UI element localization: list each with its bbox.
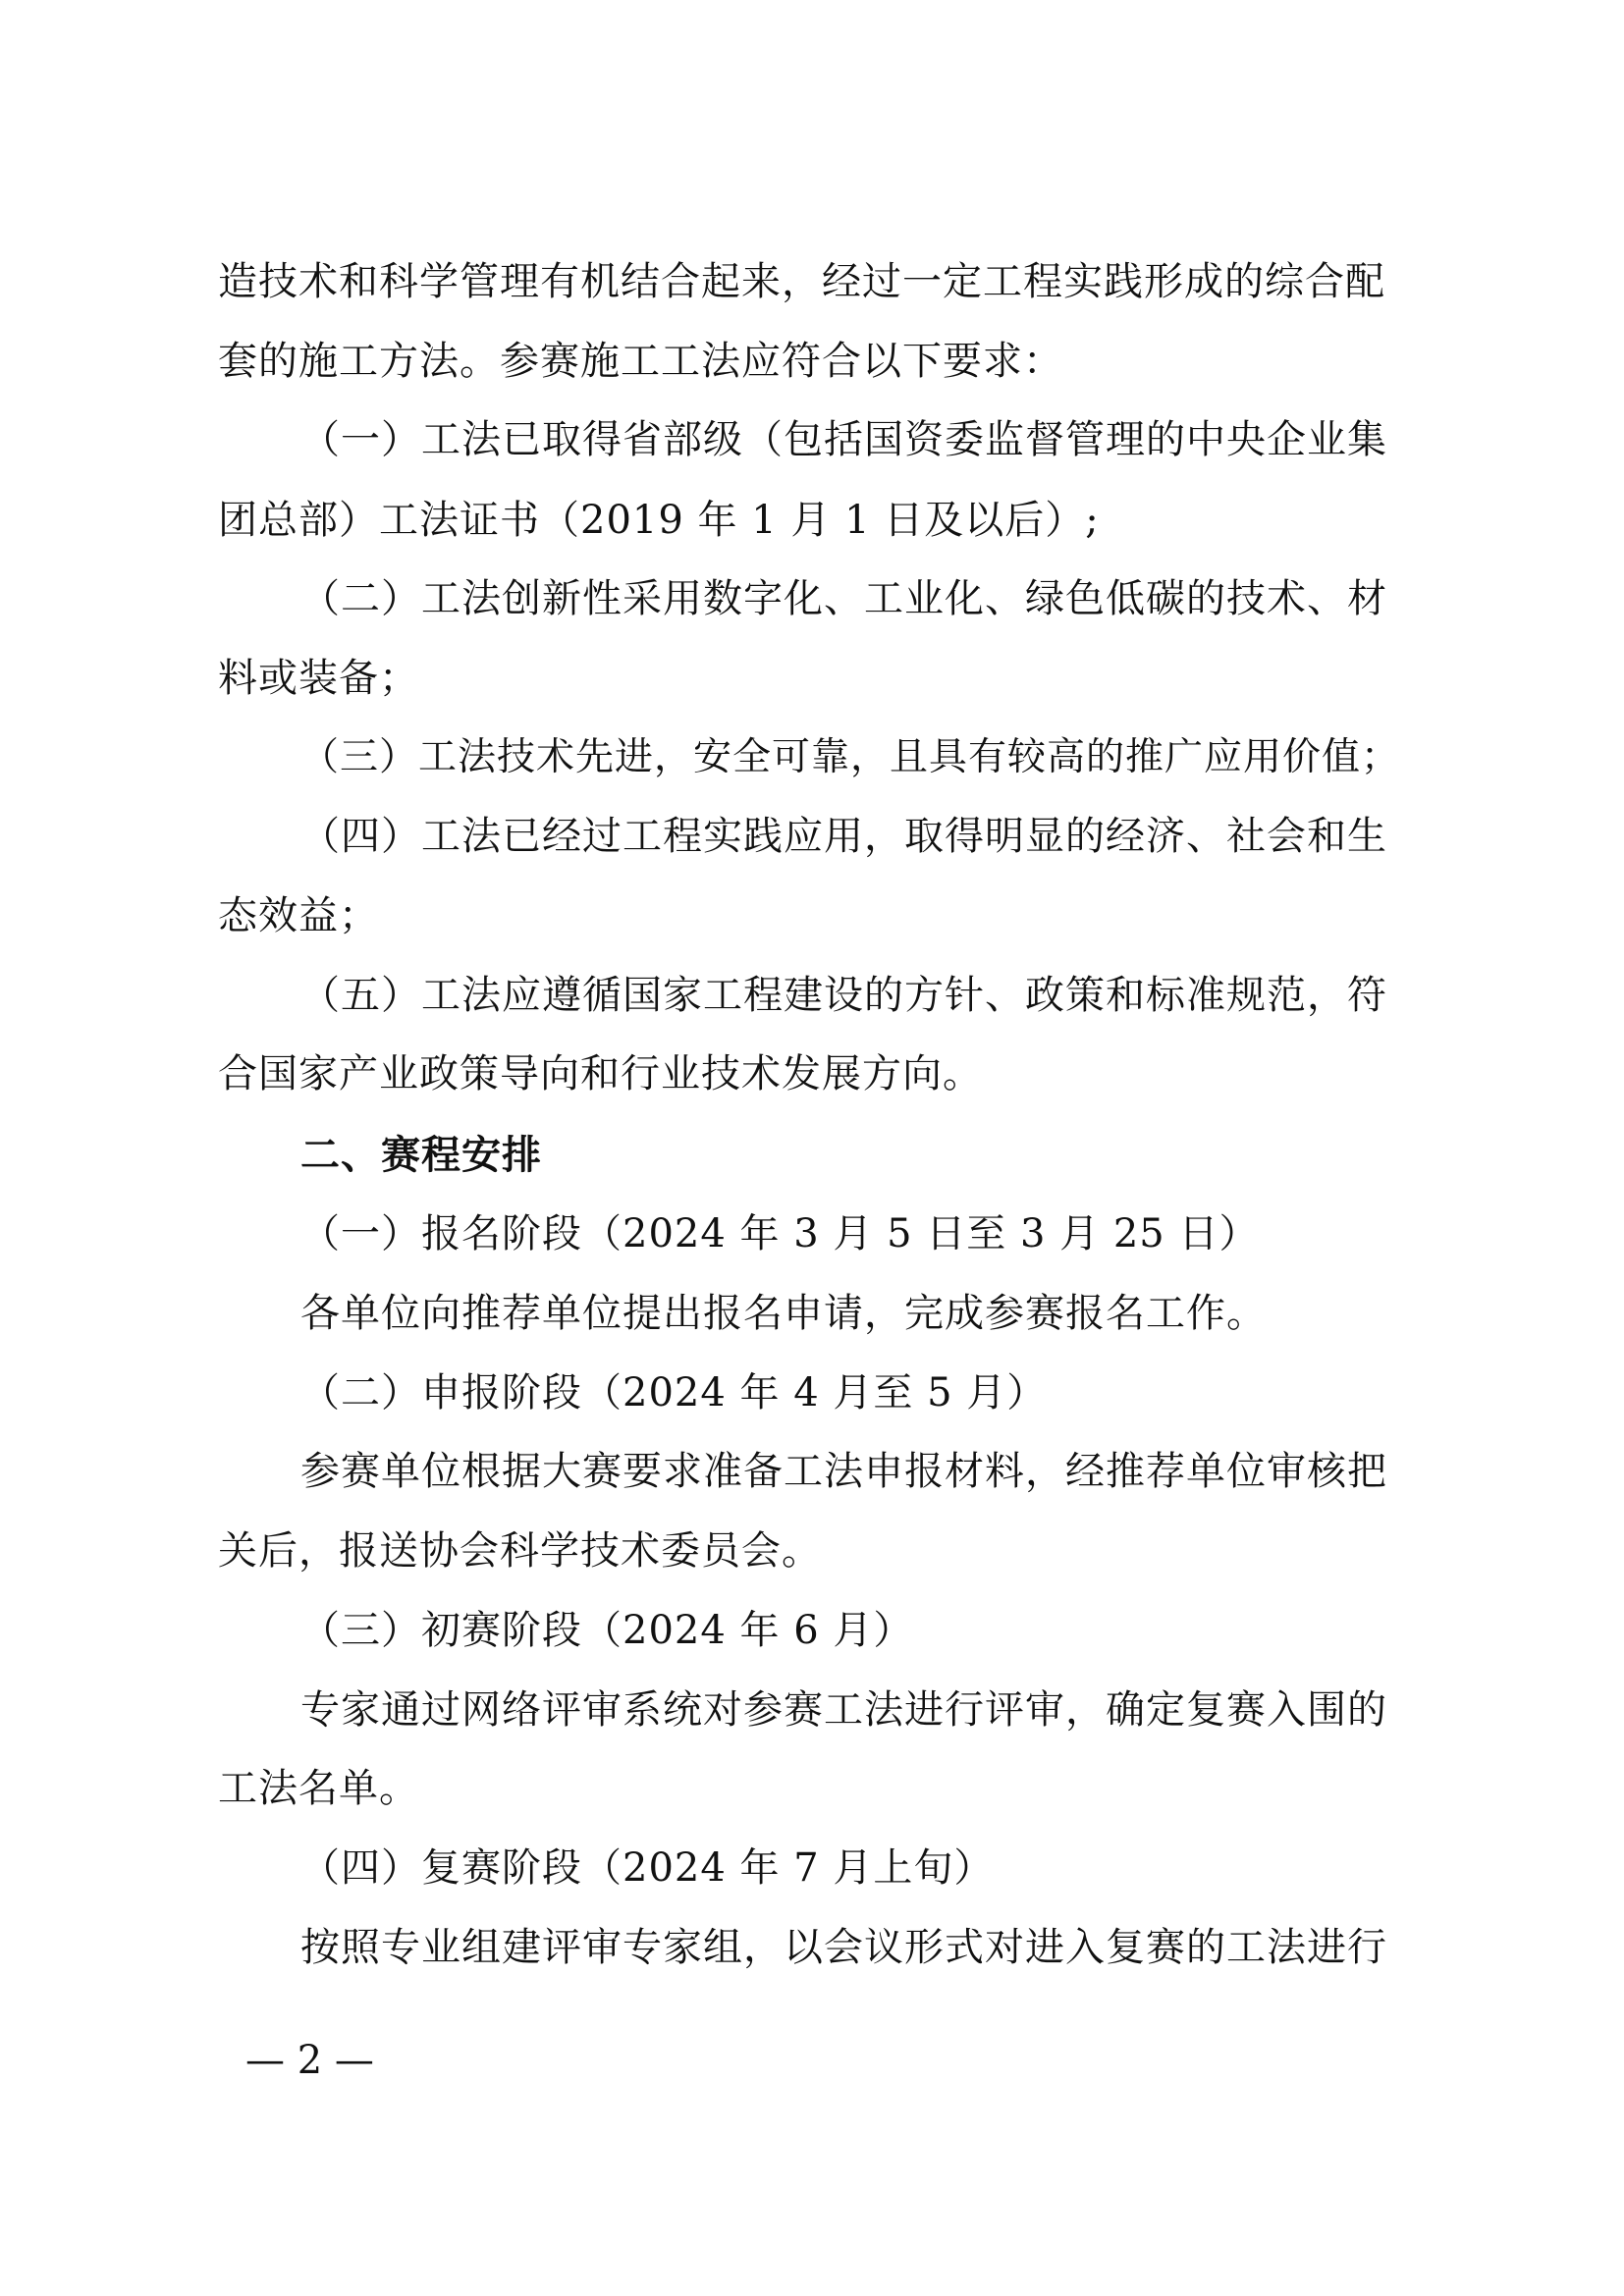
body-line: （五）工法应遵循国家工程建设的方针、政策和标准规范，符 (300, 973, 1387, 1018)
body-line: （一）报名阶段（2024 年 3 月 5 日至 3 月 25 日） (300, 1211, 1260, 1256)
body-line: 团总部）工法证书（2019 年 1 月 1 日及以后）; (218, 498, 1100, 543)
body-line: 各单位向推荐单位提出报名申请，完成参赛报名工作。 (300, 1291, 1267, 1336)
body-line: （四）工法已经过工程实践应用，取得明显的经济、社会和生 (300, 814, 1387, 859)
body-line: 造技术和科学管理有机结合起来，经过一定工程实践形成的综合配 (218, 259, 1385, 304)
body-line: （二）申报阶段（2024 年 4 月至 5 月） (300, 1370, 1048, 1415)
section-heading: 二、赛程安排 (300, 1133, 542, 1178)
body-line: 态效益； (218, 893, 379, 938)
body-line: （三）初赛阶段（2024 年 6 月） (300, 1608, 914, 1653)
page-number: — 2 — (245, 2038, 374, 2083)
body-line: 按照专业组建评审专家组，以会议形式对进入复赛的工法进行 (300, 1925, 1387, 1970)
body-line: 参赛单位根据大赛要求准备工法申报材料，经推荐单位审核把 (300, 1449, 1387, 1494)
body-line: （三）工法技术先进，安全可靠，且具有较高的推广应用价值； (300, 735, 1401, 779)
body-line: （二）工法创新性采用数字化、工业化、绿色低碳的技术、材 (300, 576, 1387, 621)
body-line: 合国家产业政策导向和行业技术发展方向。 (218, 1051, 983, 1096)
body-line: 工法名单。 (218, 1766, 419, 1811)
body-line: （一）工法已取得省部级（包括国资委监督管理的中央企业集 (300, 417, 1387, 462)
body-line: 套的施工方法。参赛施工工法应符合以下要求： (218, 339, 1063, 384)
body-line: 专家通过网络评审系统对参赛工法进行评审，确定复赛入围的 (300, 1687, 1387, 1733)
body-line: （四）复赛阶段（2024 年 7 月上旬） (300, 1845, 995, 1891)
body-line: 料或装备； (218, 656, 419, 701)
body-line: 关后，报送协会科学技术委员会。 (218, 1528, 822, 1574)
